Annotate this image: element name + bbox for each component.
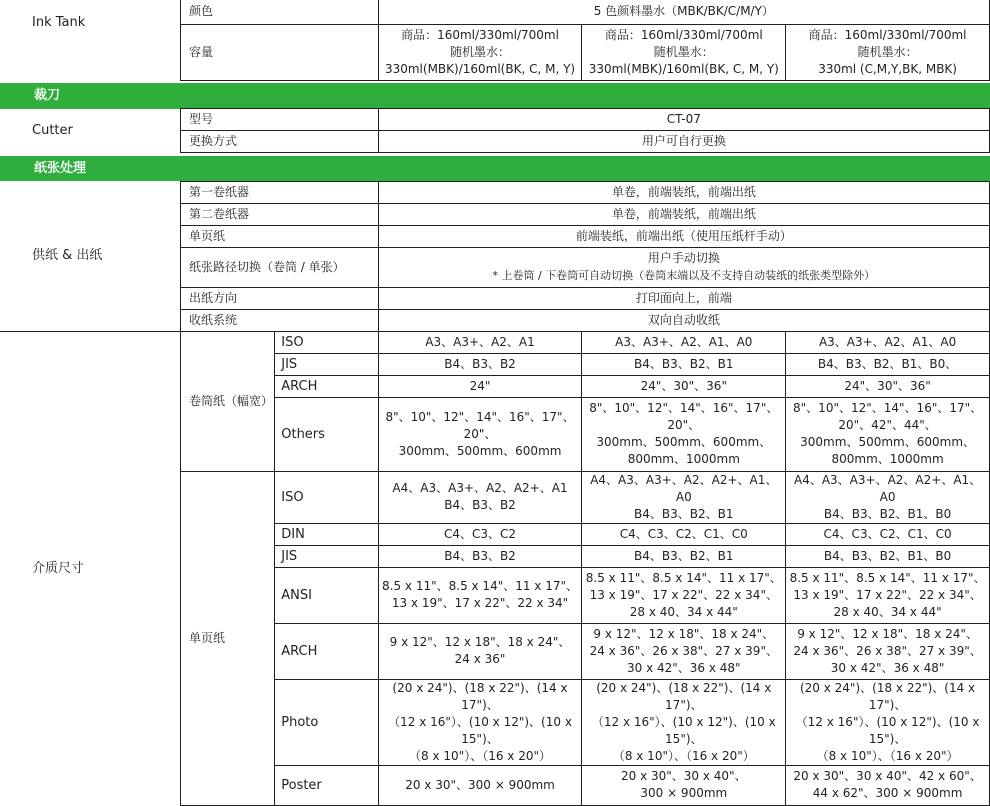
feed-row-label: 第一卷纸器: [180, 181, 378, 203]
sheet-value: [786, 567, 990, 623]
path-switch-line: 用户手动切换: [647, 251, 720, 265]
cap-line: 330ml (C,M,Y,BK, MBK): [818, 61, 957, 76]
feed-row-value: 单卷，前端装纸，前端出纸: [378, 181, 989, 203]
value-line: 28 x 40、34 x 44": [629, 604, 738, 619]
value-line: 24 x 36"、26 x 38"、27 x 39"、: [793, 643, 982, 658]
sheet-value: [582, 765, 786, 805]
sheet-type: Photo: [275, 679, 378, 765]
cap-line: 330ml(MBK)/160ml(BK, C, M, Y): [384, 61, 576, 76]
sheet-label: 单页纸: [180, 471, 274, 805]
value-line: A4、A3、A3+、A2、A2+、A1、A0: [793, 472, 982, 504]
cap-line: 商品：160ml/330ml/700ml: [401, 27, 559, 42]
sheet-value: C4、C3、C2: [378, 523, 582, 545]
value-line: 300 × 900mm: [640, 786, 728, 800]
paper-section-title: 纸张处理: [0, 156, 990, 182]
feed-row-label: 出纸方向: [180, 287, 378, 309]
sheet-value: [378, 765, 582, 805]
roll-value: B4、B3、B2、B1: [582, 353, 786, 375]
paper-section-bar: [0, 156, 990, 182]
feed-row-value: 打印面向上，前端: [378, 287, 989, 309]
roll-value: [582, 397, 786, 471]
value-line: 9 x 12"、12 x 18"、18 x 24"、: [797, 626, 978, 641]
roll-label: 卷筒纸（幅宽）: [180, 331, 274, 471]
value-line: 20 x 30"、30 x 40"、42 x 60"、: [793, 769, 982, 783]
feed-row-label: 单页纸: [180, 225, 378, 247]
roll-value: A3、A3+、A2、A1、A0: [786, 331, 990, 353]
value-line: (20 x 24")、(18 x 22")、(14 x 17")、: [799, 680, 976, 712]
ink-capacity-col3: [786, 24, 990, 80]
value-line: 9 x 12"、12 x 18"、18 x 24"、: [593, 626, 775, 641]
feed-row-value: 双向自动收纸: [378, 309, 989, 331]
sheet-value: B4、B3、B2、B1: [582, 545, 786, 567]
cutter-model-value: CT-07: [378, 109, 989, 131]
value-line: 20 x 30"、300 × 900mm: [405, 777, 555, 792]
ink-capacity-col2: [582, 24, 786, 80]
roll-value: [378, 397, 582, 471]
sheet-value: [786, 471, 990, 523]
value-line: （8 x 10"）、（16 x 20"）: [409, 748, 551, 763]
value-line: 300mm、500mm、600mm: [398, 443, 562, 458]
cutter-section-bar: [0, 83, 990, 109]
sheet-type: ANSI: [275, 567, 378, 623]
value-line: B4、B3、B2、B1、B0: [823, 506, 952, 521]
cutter-section-title: 裁刀: [0, 83, 990, 109]
value-line: 28 x 40、34 x 44": [833, 604, 942, 619]
sheet-value: [378, 679, 582, 765]
sheet-value: C4、C3、C2、C1、C0: [786, 523, 990, 545]
roll-value: 24": [378, 375, 582, 397]
value-line: 8"、10"、12"、14"、16"、17"、20"、: [385, 409, 575, 441]
value-line: 8"、10"、12"、14"、16"、17"、20"、: [589, 401, 779, 432]
cap-line: 随机墨水：: [653, 44, 714, 59]
cap-line: 商品：160ml/330ml/700ml: [808, 27, 967, 42]
sheet-value: [786, 765, 990, 805]
value-line: 13 x 19"、17 x 22"、22 x 34": [391, 596, 569, 610]
ink-capacity-col1: [378, 24, 582, 80]
value-line: 300mm、500mm、600mm、: [596, 435, 772, 449]
value-line: （12 x 16"）、(10 x 12")、(10 x 15")、: [795, 714, 980, 746]
roll-value: 24"、30"、36": [582, 375, 786, 397]
cutter-replace-value: 用户可自行更换: [378, 131, 989, 153]
value-line: B4、B3、B2: [444, 498, 516, 512]
value-line: A4、A3、A3+、A2、A2+、A1: [392, 481, 568, 495]
value-line: 24 x 36"、26 x 38"、27 x 39"、: [589, 643, 778, 658]
cap-line: 随机墨水：: [450, 44, 511, 59]
value-line: 300mm、500mm、600mm、: [800, 435, 976, 449]
value-line: （12 x 16"）、(10 x 12")、(10 x 15")、: [591, 714, 776, 746]
cap-line: 商品：160ml/330ml/700ml: [604, 27, 763, 42]
feed-row-value: 单卷，前端装纸，前端出纸: [378, 203, 989, 225]
sheet-value: [582, 567, 786, 623]
cutter-label: Cutter: [32, 123, 73, 138]
ink-capacity-label: 容量: [180, 24, 378, 80]
roll-type: ISO: [275, 331, 378, 353]
feed-row-label: 第二卷纸器: [180, 203, 378, 225]
sheet-value: [378, 567, 582, 623]
value-line: 24 x 36": [454, 652, 506, 666]
value-line: 9 x 12"、12 x 18"、18 x 24"、: [389, 635, 571, 649]
sheet-value: [786, 679, 990, 765]
ink-tank-label: Ink Tank: [32, 15, 86, 30]
value-line: (20 x 24")、(18 x 22")、(14 x 17")、: [596, 680, 772, 712]
value-line: 8.5 x 11"、8.5 x 14"、11 x 17"、: [382, 579, 579, 593]
sheet-value: [378, 471, 582, 523]
feed-output-label: 供纸 & 出纸: [32, 248, 103, 264]
roll-value: B4、B3、B2: [378, 353, 582, 375]
ink-color-label: 颜色: [180, 0, 378, 24]
feed-row-value: [378, 247, 989, 287]
sheet-value: B4、B3、B2、B1、B0: [786, 545, 990, 567]
media-size-label: 介质尺寸: [0, 331, 180, 805]
value-line: （12 x 16"）、(10 x 12")、(10 x 15")、: [388, 714, 572, 746]
sheet-value: [582, 623, 786, 679]
value-line: （8 x 10"）、（16 x 20"）: [612, 748, 755, 763]
value-line: 20"、42"、44"、: [838, 418, 937, 432]
value-line: 20 x 30"、30 x 40"、: [620, 769, 747, 783]
sheet-value: B4、B3、B2: [378, 545, 582, 567]
roll-type: Others: [275, 397, 378, 471]
value-line: 30 x 42"、36 x 48": [626, 660, 741, 675]
sheet-type: ARCH: [275, 623, 378, 679]
sheet-value: [582, 679, 786, 765]
value-line: 30 x 42"、36 x 48": [830, 660, 945, 675]
sheet-value: [378, 623, 582, 679]
cap-line: 随机墨水：: [857, 44, 918, 59]
value-line: 8.5 x 11"、8.5 x 14"、11 x 17"、: [585, 570, 782, 585]
cutter-model-label: 型号: [180, 109, 378, 131]
value-line: 13 x 19"、17 x 22"、22 x 34"、: [793, 587, 982, 602]
roll-type: ARCH: [275, 375, 378, 397]
value-line: 8.5 x 11"、8.5 x 14"、11 x 17"、: [789, 570, 986, 585]
roll-value: B4、B3、B2、B1、B0、: [786, 353, 990, 375]
sheet-type: ISO: [275, 471, 378, 523]
value-line: (20 x 24")、(18 x 22")、(14 x 17")、: [392, 680, 568, 712]
sheet-type: Poster: [275, 765, 378, 805]
value-line: 8"、10"、12"、14"、16"、17"、: [793, 401, 983, 415]
roll-value: A3、A3+、A2、A1: [378, 331, 582, 353]
sheet-type: DIN: [275, 523, 378, 545]
sheet-value: [582, 471, 786, 523]
sheet-type: JIS: [275, 545, 378, 567]
value-line: （8 x 10"）、（16 x 20"）: [816, 748, 959, 763]
value-line: 13 x 19"、17 x 22"、22 x 34"、: [589, 587, 778, 602]
value-line: 44 x 62"、300 × 900mm: [812, 786, 963, 800]
path-switch-note: * 上卷筒 / 下卷筒可自动切换（卷筒末端以及不支持自动装纸的纸张类型除外）: [492, 269, 876, 282]
sheet-value: C4、C3、C2、C1、C0: [582, 523, 786, 545]
value-line: A4、A3、A3+、A2、A2+、A1、A0: [590, 472, 778, 504]
roll-value: 24"、30"、36": [786, 375, 990, 397]
feed-row-label: 纸张路径切换（卷筒 / 单张）: [180, 247, 378, 287]
sheet-value: [786, 623, 990, 679]
roll-value: [786, 397, 990, 471]
cap-line: 330ml(MBK)/160ml(BK, C, M, Y): [588, 61, 779, 76]
value-line: 800mm、1000mm: [831, 452, 944, 466]
value-line: B4、B3、B2、B1: [634, 506, 734, 521]
roll-value: A3、A3+、A2、A1、A0: [582, 331, 786, 353]
cutter-replace-label: 更换方式: [180, 131, 378, 153]
feed-row-label: 收纸系统: [180, 309, 378, 331]
value-line: 800mm、1000mm: [627, 452, 740, 466]
ink-color-value: 5 色颜料墨水（MBK/BK/C/M/Y）: [378, 0, 989, 24]
feed-row-value: 前端装纸，前端出纸（使用压纸杆手动）: [378, 225, 989, 247]
roll-type: JIS: [275, 353, 378, 375]
